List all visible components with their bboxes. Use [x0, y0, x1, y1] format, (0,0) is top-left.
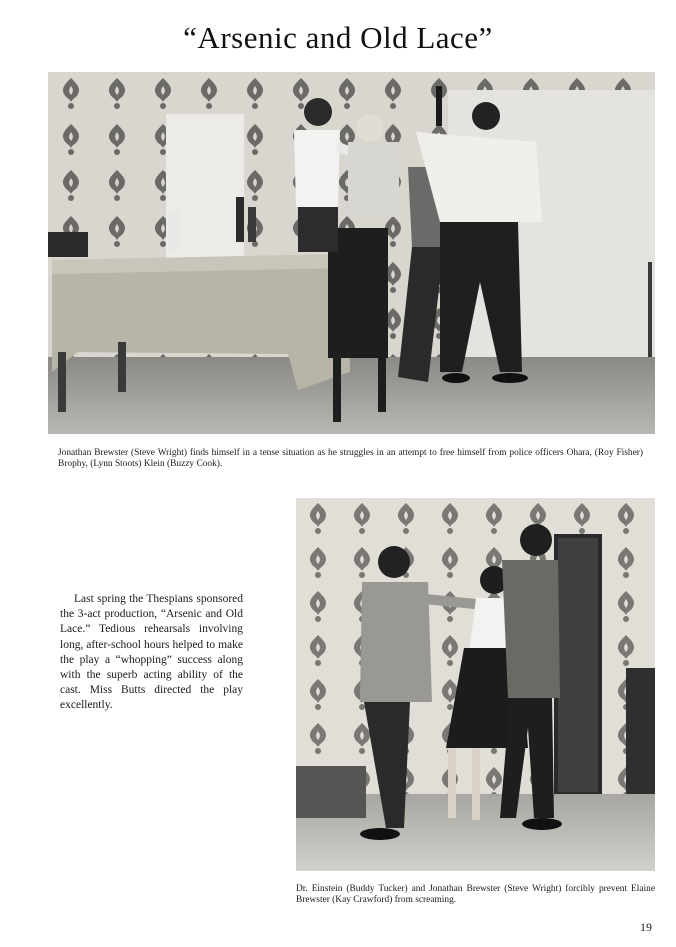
- photo1-caption: Jonathan Brewster (Steve Wright) finds himself in a tense situation as he struggles in an attempt to free himself from police officers Ohara, (Roy Fisher) Brophy, (Lynn Stoots) Klein (Buzzy Cook).: [58, 448, 643, 469]
- article-body: Last spring the Thespians sponsored the 3-act production, “Arsenic and Old Lace.” Tedious rehearsals involving long, after-school hours helped to make the play a “whopping” success along with the superb acting ability of the cast. Miss Butts directed the play excellently.: [60, 593, 243, 712]
- photo-struggle-scene: [48, 72, 655, 434]
- page-number: 19: [640, 920, 652, 934]
- page-title: “Arsenic and Old Lace”: [183, 20, 493, 55]
- photo2-caption: Dr. Einstein (Buddy Tucker) and Jonathan Brewster (Steve Wright) forcibly prevent Elaine Brewster (Kay Crawford) from screaming.: [296, 884, 655, 905]
- photo-elaine-scene: [296, 498, 655, 871]
